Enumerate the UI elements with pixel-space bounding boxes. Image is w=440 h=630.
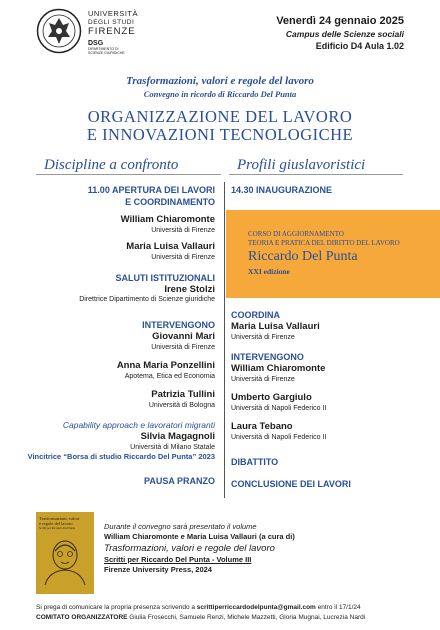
conclusion-label: CONCLUSIONE DEI LAVORI (231, 479, 351, 489)
committee-line (36, 613, 436, 622)
book-title: Trasformazioni, valori e regole del lavoro (104, 543, 275, 554)
cover-title-line1: Trasformazioni, valori (39, 516, 80, 521)
event-venue: Campus delle Scienze sociali (285, 29, 404, 39)
course-name: Riccardo Del Punta (248, 249, 358, 264)
speaker-affiliation: Università di Bologna (148, 402, 215, 409)
left-heading: Discipline a confronto (44, 157, 179, 173)
coordinator-affiliation: Università di Firenze (231, 334, 295, 341)
conference-subtitle: Convegno in ricordo di Riccardo Del Punta (143, 89, 297, 99)
opening-label-line1: 11.00 APERTURA DEI LAVORI (87, 185, 215, 195)
book-intro: Durante il convegno sarà presentato il volume (104, 522, 257, 531)
speaker-name: William Chiaromonte (120, 214, 215, 225)
dept-line1: DIPARTIMENTO DI (88, 47, 119, 51)
book-info (104, 522, 424, 575)
book-cover (36, 512, 94, 594)
speaker-name: Laura Tebano (231, 421, 293, 432)
right-separator (229, 174, 403, 175)
event-room: Edificio D4 Aula 1.02 (315, 41, 404, 51)
main-title-line2: E INNOVAZIONI TECNOLOGICHE (86, 125, 354, 144)
conference-title: Trasformazioni, valori e regole del lavoro (126, 75, 314, 87)
university-logo (88, 10, 138, 37)
book-subtitle: Scritti per Riccardo Del Punta - Volume III (104, 555, 252, 564)
speaker-affiliation: Università di Firenze (151, 254, 215, 261)
event-info (164, 14, 404, 52)
speaker-affiliation: Università di Napoli Federico II (231, 434, 327, 441)
winner-label: Vincitrice “Borsa di studio Riccardo Del Punta” 2023 (27, 452, 215, 461)
uni-line2: DEGLI STUDI (88, 18, 135, 26)
cover-title-line2: e regole del lavoro (39, 521, 73, 526)
dept-line2: SCIENZE GIURIDICHE (88, 51, 125, 55)
inauguration-label: 14.30 INAUGURAZIONE (231, 185, 333, 195)
speaker-affiliation: Università di Napoli Federico II (231, 405, 327, 412)
event-date: Venerdì 24 gennaio 2025 (276, 15, 404, 27)
debate-label: DIBATTITO (231, 457, 279, 467)
coordinator-name: Maria Luisa Vallauri (231, 321, 320, 332)
intervengono-label: INTERVENGONO (142, 320, 215, 330)
course-line2: TEORIA E PRATICA DEL DIRITTO DEL LAVORO (248, 239, 400, 247)
left-column (20, 184, 215, 487)
speaker-name: Anna Maria Ponzellini (116, 360, 215, 371)
greetings-label: SALUTI ISTITUZIONALI (115, 273, 215, 283)
rsvp-deadline: entro il 17/1/24 (315, 604, 361, 611)
committee-members: Giulia Frosecchi, Samuele Renzi, Michele Mazzetti, Gloria Mugnai, Lucrezia Nardi (127, 614, 366, 621)
rsvp-email[interactable]: scrittiperriccardodelpunta@gmail.com (196, 604, 316, 611)
rsvp-text: Si prega di comunicare la propria presenza scrivendo a (36, 604, 197, 611)
speaker-affiliation: Università di Firenze (231, 376, 295, 383)
dept-logo (88, 40, 125, 55)
right-heading: Profili giuslavoristici (237, 157, 366, 173)
speaker-affiliation: Apotema, Etica ed Economia (124, 373, 215, 380)
speaker-name: Giovanni Mari (152, 331, 215, 342)
speaker-affiliation: Università di Firenze (151, 227, 215, 234)
cover-subtitle: Scritti per Riccardo Del Punta (39, 526, 76, 530)
course-edition: XXI edizione (248, 267, 290, 276)
column-divider (224, 182, 225, 498)
dept-abbr: DSG (88, 40, 104, 47)
course-box (226, 210, 440, 298)
coordina-label: COORDINA (231, 310, 280, 320)
left-separator (36, 174, 221, 175)
lunch-label: PAUSA PRANZO (143, 476, 215, 486)
university-seal (36, 8, 82, 54)
course-line1: CORSO DI AGGIORNAMENTO (248, 230, 344, 238)
book-editors: William Chiaromonte e Maria Luisa Vallauri (a cura di) (104, 532, 295, 541)
capability-label: Capability approach e lavoratori migranti (62, 420, 215, 430)
main-title-line1: ORGANIZZAZIONE DEL LAVORO (87, 107, 353, 126)
uni-line3: FIRENZE (88, 26, 136, 37)
greetings-name: Irene Stolzi (164, 284, 215, 295)
cover-portrait (39, 533, 91, 585)
capability-affiliation: Università di Milano Statale (130, 444, 215, 451)
speaker-affiliation: Università di Firenze (151, 344, 215, 351)
speaker-name: Patrizia Tullini (151, 389, 215, 400)
intervengono-label: INTERVENGONO (231, 352, 304, 362)
speaker-name: Umberto Gargiulo (231, 392, 312, 403)
book-publisher: Firenze University Press, 2024 (104, 565, 212, 574)
right-column (231, 309, 431, 490)
committee-label: COMITATO ORGANIZZATORE (36, 614, 128, 621)
uni-line1: UNIVERSITÀ (88, 9, 139, 18)
speaker-name: William Chiaromonte (231, 363, 326, 374)
capability-speaker: Silvia Magagnoli (140, 431, 215, 442)
speaker-name: Maria Luisa Vallauri (126, 241, 215, 252)
opening-label-line2: E COORDINAMENTO (125, 197, 215, 207)
greetings-affiliation: Direttrice Dipartimento di Scienze giuridiche (79, 296, 215, 303)
rsvp-line (36, 603, 426, 612)
